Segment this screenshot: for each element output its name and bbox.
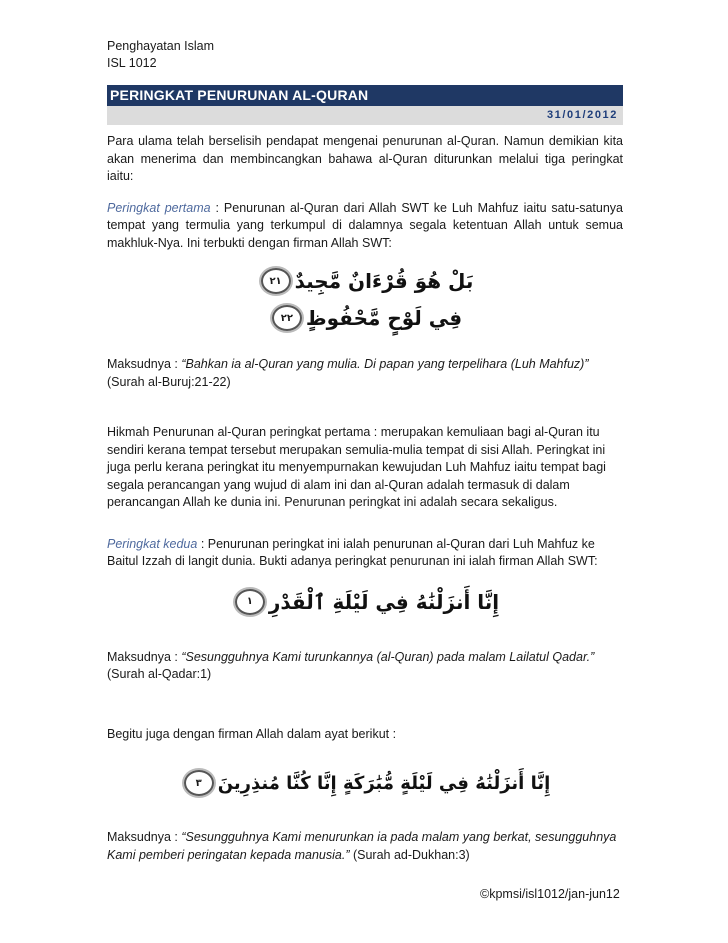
stage1-hikmah bbox=[107, 424, 623, 512]
arabic-verse-dukhan: إِنَّا أَنزَلْنَٰهُ فِي لَيْلَةٍ مُّبَٰرَكَةٍ إِنَّا كُنَّا مُنذِرِينَ bbox=[217, 772, 551, 794]
stage2-paragraph bbox=[107, 536, 623, 571]
document-page bbox=[107, 38, 623, 864]
meaning-label: Maksudnya : bbox=[107, 357, 182, 371]
meaning-text: “Sesungguhnya Kami turunkannya (al-Quran) pada malam Lailatul Qadar.” bbox=[181, 649, 595, 664]
stage1-paragraph bbox=[107, 200, 623, 253]
date-stamp: 31/01/2012 bbox=[107, 106, 623, 125]
verse-number-qadar: ١ bbox=[235, 589, 265, 615]
stage2-text: : Penurunan peringkat ini ialah penurunan al-Quran dari Luh Mahfuz ke Baitul Izzah di langit dunia. Bukti adanya peringkat penurunan ini ialah firman Allah SWT: bbox=[107, 536, 598, 568]
hikmah-text: Hikmah Penurunan al-Quran peringkat pertama : merupakan kemuliaan bagi al-Quran itu sendiri kerana tempat tersebut merupakan semulia-mulia tempat di sisi Allah. Peringkat ini juga perlu kerana peringkat itu menyempurnakan kewujudan Luh Mahfuz iaitu tempat bagi segala perancangan yang wujud di alam ini dan al-Quran adalah termasuk di dalam perancangan Allah ke dunia ini. Penurunan peringkat ini adalah secara sekaligus. bbox=[107, 425, 606, 509]
followup-paragraph: Begitu juga dengan firman Allah dalam ayat berikut : bbox=[107, 726, 397, 741]
meaning-label: Maksudnya : bbox=[107, 649, 182, 664]
stage2-meaning bbox=[107, 649, 623, 667]
course-code: ISL 1012 bbox=[107, 56, 157, 70]
section-title: PERINGKAT PENURUNAN AL-QURAN bbox=[107, 85, 623, 106]
meaning-text: “Bahkan ia al-Quran yang mulia. Di papan yang terpelihara (Luh Mahfuz)” bbox=[181, 357, 589, 371]
meaning-text: “Sesungguhnya Kami menurunkan ia pada malam yang berkat, sesungguhnya Kami pemberi peringatan kepada manusia.” bbox=[107, 830, 617, 862]
stage1-label: Peringkat pertama bbox=[107, 200, 211, 215]
arabic-verse-21: بَلْ هُوَ قُرْءَانٌ مَّجِيدٌ bbox=[294, 269, 474, 293]
reference-text: (Surah ad-Dukhan:3) bbox=[349, 847, 470, 862]
verse-buruj-21 bbox=[107, 266, 623, 296]
verse-number-21: ٢١ bbox=[261, 268, 291, 294]
footer-copyright: ©kpmsi/isl1012/jan-jun12 bbox=[480, 887, 620, 901]
stage1-reference: (Surah al-Buruj:21-22) bbox=[107, 374, 231, 389]
arabic-verse-22: فِي لَوْحٍ مَّحْفُوظٍ bbox=[305, 306, 463, 330]
meaning-label: Maksudnya : bbox=[107, 830, 182, 844]
stage1-meaning bbox=[107, 356, 623, 374]
stage1-text: : Penurunan al-Quran dari Allah SWT ke Luh Mahfuz iaitu satu-satunya tempat yang termulia yang terkumpul di dalamnya segala ketentuan Allah untuk semua makhluk-Nya. Ini terbukti dengan firman Allah SWT: bbox=[107, 200, 624, 250]
verse-buruj-22 bbox=[107, 302, 623, 334]
course-name: Penghayatan Islam bbox=[107, 39, 215, 53]
verse-dukhan-3 bbox=[107, 767, 623, 799]
intro-paragraph bbox=[107, 133, 623, 186]
stage2-label: Peringkat kedua bbox=[107, 536, 198, 551]
verse-qadar-1 bbox=[107, 585, 623, 619]
stage2-meaning2 bbox=[107, 829, 623, 864]
intro-text: Para ulama telah berselisih pendapat mengenai penurunan al-Quran. Namun demikian kita akan menerima dan membincangkan bahawa al-Quran diturunkan melalui tiga peringkat iaitu: bbox=[107, 134, 623, 183]
verse-number-dukhan: ٣ bbox=[184, 770, 214, 796]
stage2-reference: (Surah al-Qadar:1) bbox=[107, 667, 212, 681]
arabic-verse-qadar: إِنَّا أَنزَلْنَٰهُ فِي لَيْلَةِ ٱلْقَدْرِ bbox=[268, 589, 500, 614]
verse-number-22: ٢٢ bbox=[272, 305, 302, 331]
